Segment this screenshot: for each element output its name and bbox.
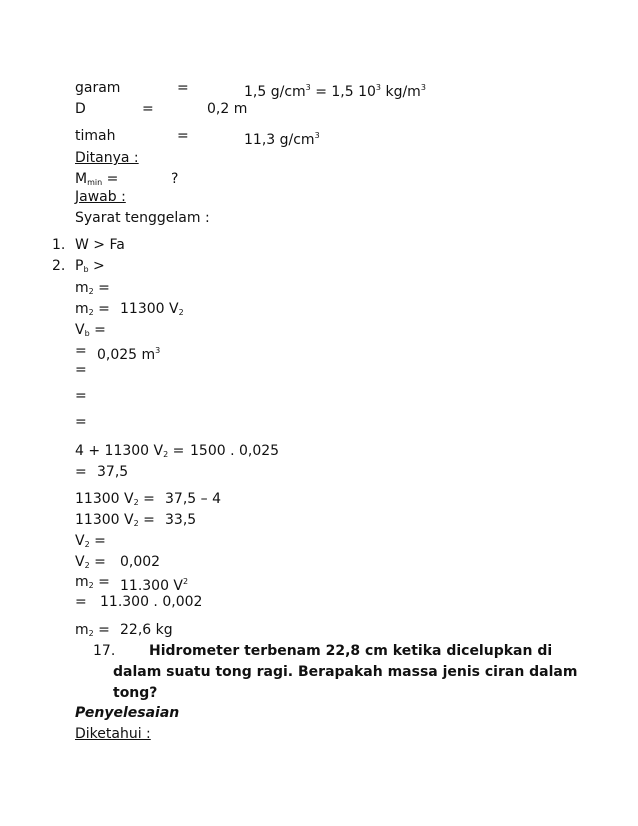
step-2-right: 11300 $V_2$ <box>120 301 184 317</box>
step-12: $V_2$ = <box>75 533 106 549</box>
step-11-left: 11300 $V_2$ = <box>75 512 155 528</box>
given-garam-label: garam <box>75 80 121 96</box>
ditanya-label: Ditanya : <box>75 150 139 166</box>
step-4-left: = <box>75 343 87 359</box>
jawab-label: Jawab : <box>75 189 126 205</box>
problem-17-line-3: tong? <box>113 685 158 701</box>
given-garam-eq: = <box>177 80 189 96</box>
problem-17-number: 17. <box>93 643 116 659</box>
step-10-left: 11300 $V_2$ = <box>75 491 155 507</box>
step-9-right: 37,5 <box>97 464 129 480</box>
problem-17-line-2: dalam suatu tong ragi. Berapakah massa jenis ciran dalam <box>113 664 578 680</box>
step-4-right: 0,025 $m^3$ <box>97 346 161 363</box>
step-14-left: $m_2$ = <box>75 574 110 590</box>
step-3: $V_b$ = <box>75 322 106 338</box>
step-8-left: 4 + 11300 $V_2$ = <box>75 443 185 459</box>
ditanya-mmin: $M_{min}$ = <box>75 171 119 187</box>
list-text-1: W > Fa <box>75 237 125 253</box>
step-11-right: 33,5 <box>165 512 197 528</box>
step-2-left: $m_2$ = <box>75 301 110 317</box>
step-16-left: $m_2$ = <box>75 622 110 638</box>
problem-17-line-1: Hidrometer terbenam 22,8 cm ketika dicelupkan di <box>149 643 553 659</box>
syarat-tenggelam: Syarat tenggelam : <box>75 210 210 226</box>
penyelesaian-heading: Penyelesaian <box>75 705 180 721</box>
list-text-2: $P_b$ > <box>75 258 105 274</box>
step-16-right: 22,6 kg <box>120 622 173 638</box>
step-9-left: = <box>75 464 87 480</box>
step-6: = <box>75 388 87 404</box>
step-13-left: $V_2$ = <box>75 554 106 570</box>
list-num-2: 2. <box>52 258 66 274</box>
list-num-1: 1. <box>52 237 66 253</box>
given-timah-eq: = <box>177 128 189 144</box>
given-d-eq: = <box>142 101 154 117</box>
step-5: = <box>75 362 87 378</box>
step-15-right: 11.300 . 0,002 <box>100 594 203 610</box>
given-d-value: 0,2 m <box>207 101 248 117</box>
given-timah-value: 11,3 $g/cm^3$ <box>244 131 320 148</box>
step-14-right: 11.300 $V^2$ <box>120 577 189 594</box>
given-timah-label: timah <box>75 128 116 144</box>
step-15-left: = <box>75 594 87 610</box>
step-1: $m_2$ = <box>75 280 110 296</box>
ditanya-question: ? <box>171 171 179 187</box>
step-8-right: 1500 . 0,025 <box>190 443 280 459</box>
step-7: = <box>75 414 87 430</box>
given-garam-value: 1,5 $g/cm^3 = 1,5$ $10^3$ $kg/m^3$ <box>244 83 426 100</box>
step-13-right: 0,002 <box>120 554 161 570</box>
diketahui-label: Diketahui : <box>75 726 151 742</box>
step-10-right: 37,5 – 4 <box>165 491 221 507</box>
given-d-label: D <box>75 101 86 117</box>
